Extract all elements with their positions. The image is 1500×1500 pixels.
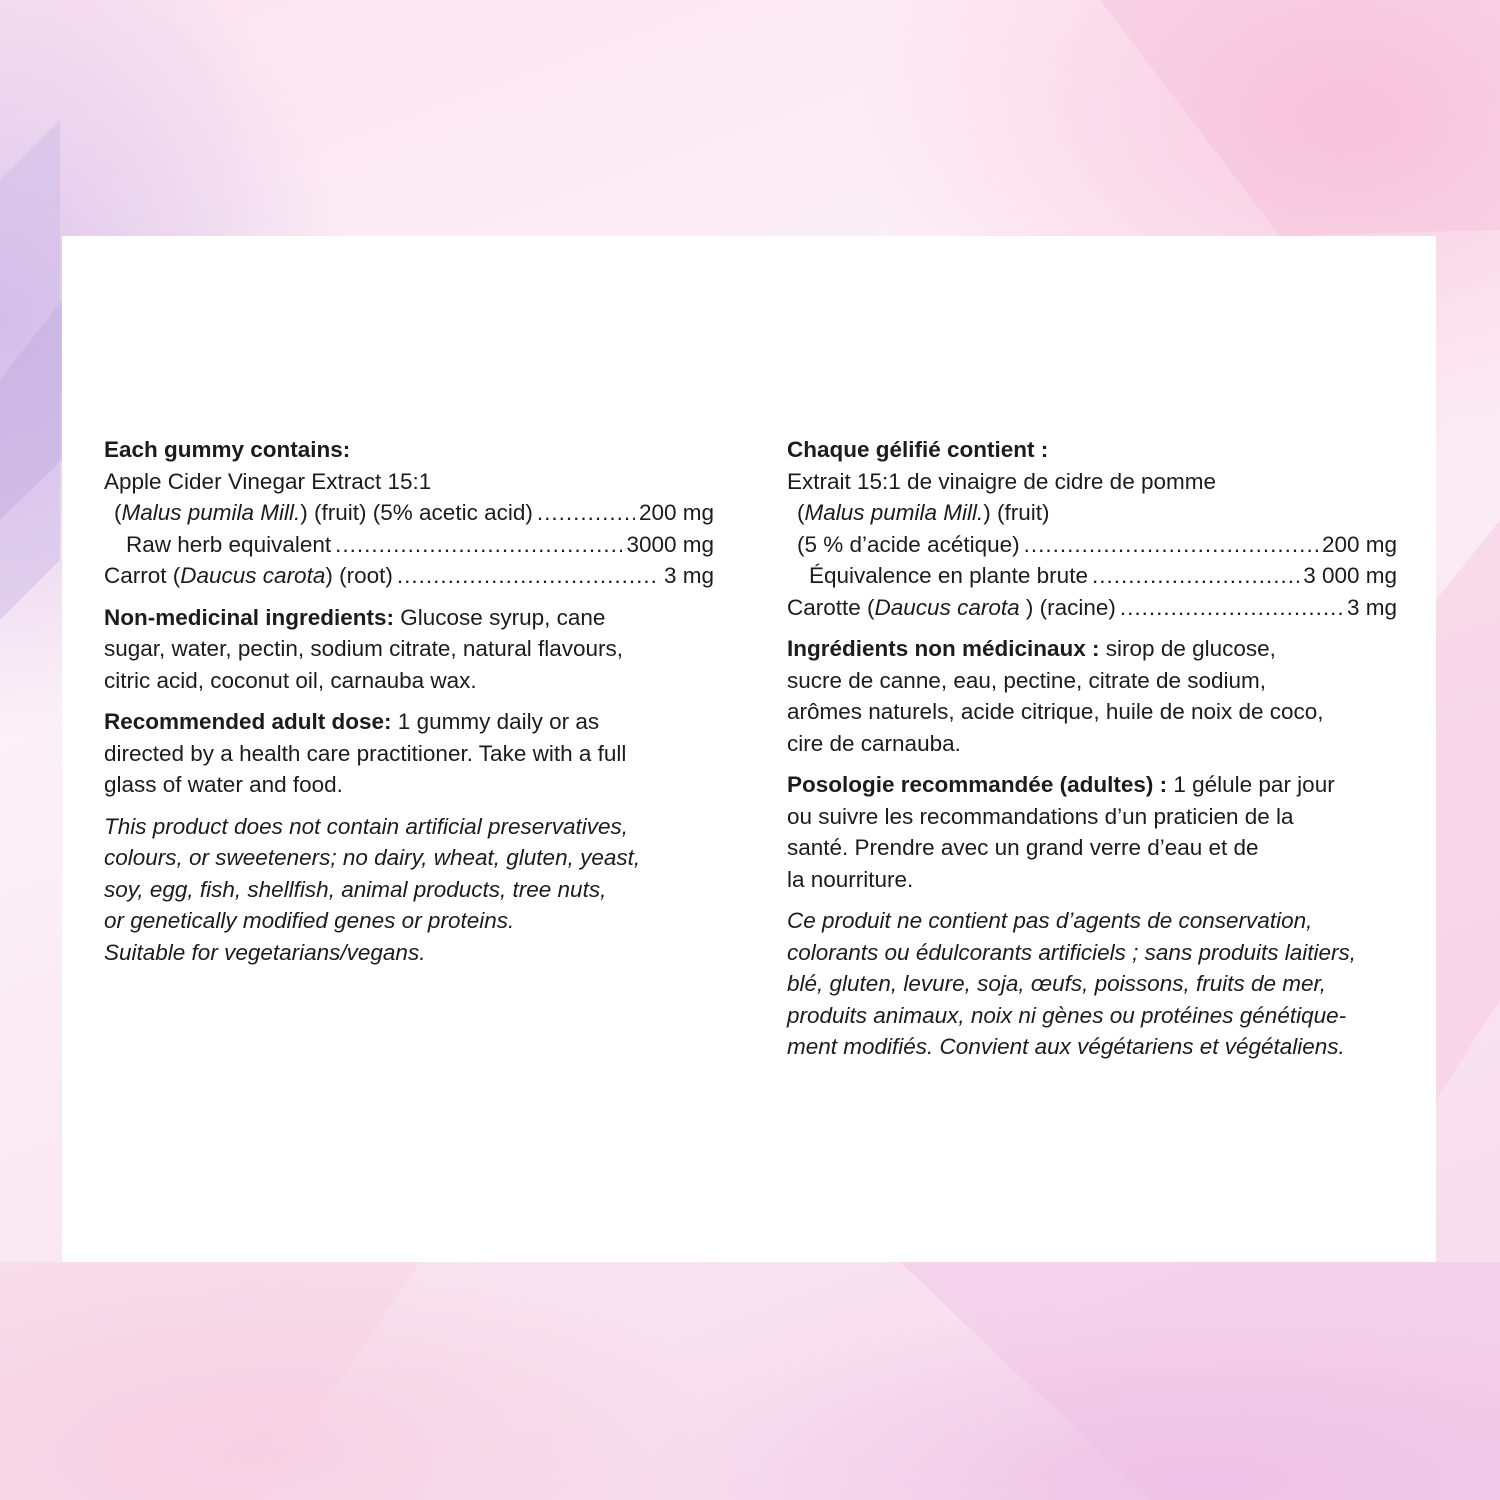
supplement-facts-card	[62, 236, 1436, 1262]
en-non-medicinal-section: Non-medicinal ingredients: Glucose syrup, cane sugar, water, pectin, sodium citrate, natural flavours, citric acid, coconut oil, carnauba wax.	[104, 604, 624, 693]
en-ingredient-carrot: Carrot (Daucus carota) (root) ..... 3 mg	[104, 560, 714, 592]
leader-dots	[537, 497, 635, 529]
en-amount-raw-herb: 3000 mg	[626, 531, 714, 557]
french-label-column	[787, 434, 1397, 1063]
en-dose-section: Recommended adult dose: 1 gummy daily or as directed by a health care practitioner. Take with a full glass of water and food.	[104, 709, 627, 797]
fr-dose-label: Posologie recommandée (adultes) :	[787, 772, 1168, 797]
fr-amount-acv: 200 mg	[1321, 531, 1397, 557]
en-non-medicinal-label: Non-medicinal ingredients:	[104, 604, 395, 630]
fr-non-medicinal-section: Ingrédients non médicinaux : sirop de glucose, sucre de canne, eau, pectine, citrate de sodium, arômes naturels, acide citrique, huile de noix de coco, cire de carnauba.	[787, 636, 1324, 756]
fr-disclaimer: Ce produit ne contient pas d’agents de conservation, colorants ou édulcorants artificiels ; sans produits laitiers, blé, gluten, levure, soja, œufs, poissons, fruits de mer, produits animaux, noix ni gènes ou protéines génétique- ment modifiés. Convient aux végétariens et végétaliens.	[787, 908, 1357, 1059]
fr-non-medicinal-label: Ingrédients non médicinaux :	[787, 636, 1100, 661]
fr-ingredient-acv: Extrait 15:1 de vinaigre de cidre de pomme	[787, 468, 1216, 494]
english-label-column	[104, 434, 714, 968]
en-ingredient-acv: Apple Cider Vinegar Extract 15:1	[104, 468, 432, 494]
fr-contains-heading: Chaque gélifié contient :	[787, 437, 1049, 462]
fr-ingredient-acetic: (5 % d’acide acétique) ..... 200 mg	[787, 529, 1397, 561]
fr-ingredient-raw-herb: Équivalence en plante brute ..... 3 000 mg	[787, 560, 1397, 592]
en-dose-label: Recommended adult dose:	[104, 709, 392, 734]
fr-dose-section: Posologie recommandée (adultes) : 1 gélule par jour ou suivre les recommandations d’un praticien de la santé. Prendre avec un grand verre d’eau et de la nourriture.	[787, 772, 1335, 892]
en-amount-acv: 200 mg	[638, 500, 714, 525]
fr-amount-carrot: 3 mg	[1346, 594, 1397, 620]
leader-dots	[335, 529, 622, 561]
fr-ingredient-carrot: Carotte (Daucus carota ) (racine) ..... 3 mg	[787, 592, 1397, 624]
en-ingredient-raw-herb: Raw herb equivalent ..... 3000 mg	[104, 529, 714, 561]
en-contains-heading: Each gummy contains:	[104, 437, 351, 462]
fr-ingredient-malus: (Malus pumila Mill.) (fruit)	[797, 500, 1050, 525]
leader-dots	[1024, 529, 1318, 561]
fr-amount-raw-herb: 3 000 mg	[1303, 563, 1397, 588]
en-ingredient-malus: (Malus pumila Mill.) (fruit) (5% acetic acid) ..... 200 mg	[104, 497, 714, 529]
en-disclaimer: This product does not contain artificial preservatives, colours, or sweeteners; no dairy, wheat, gluten, yeast, soy, egg, fish, shellfish, animal products, tree nuts, or genetically modified genes or proteins. Suitable for vegetarians/vegans.	[104, 813, 641, 965]
leader-dots	[397, 560, 660, 592]
leader-dots	[1120, 592, 1343, 624]
en-amount-carrot: 3 mg	[663, 563, 714, 588]
leader-dots	[1092, 560, 1299, 592]
